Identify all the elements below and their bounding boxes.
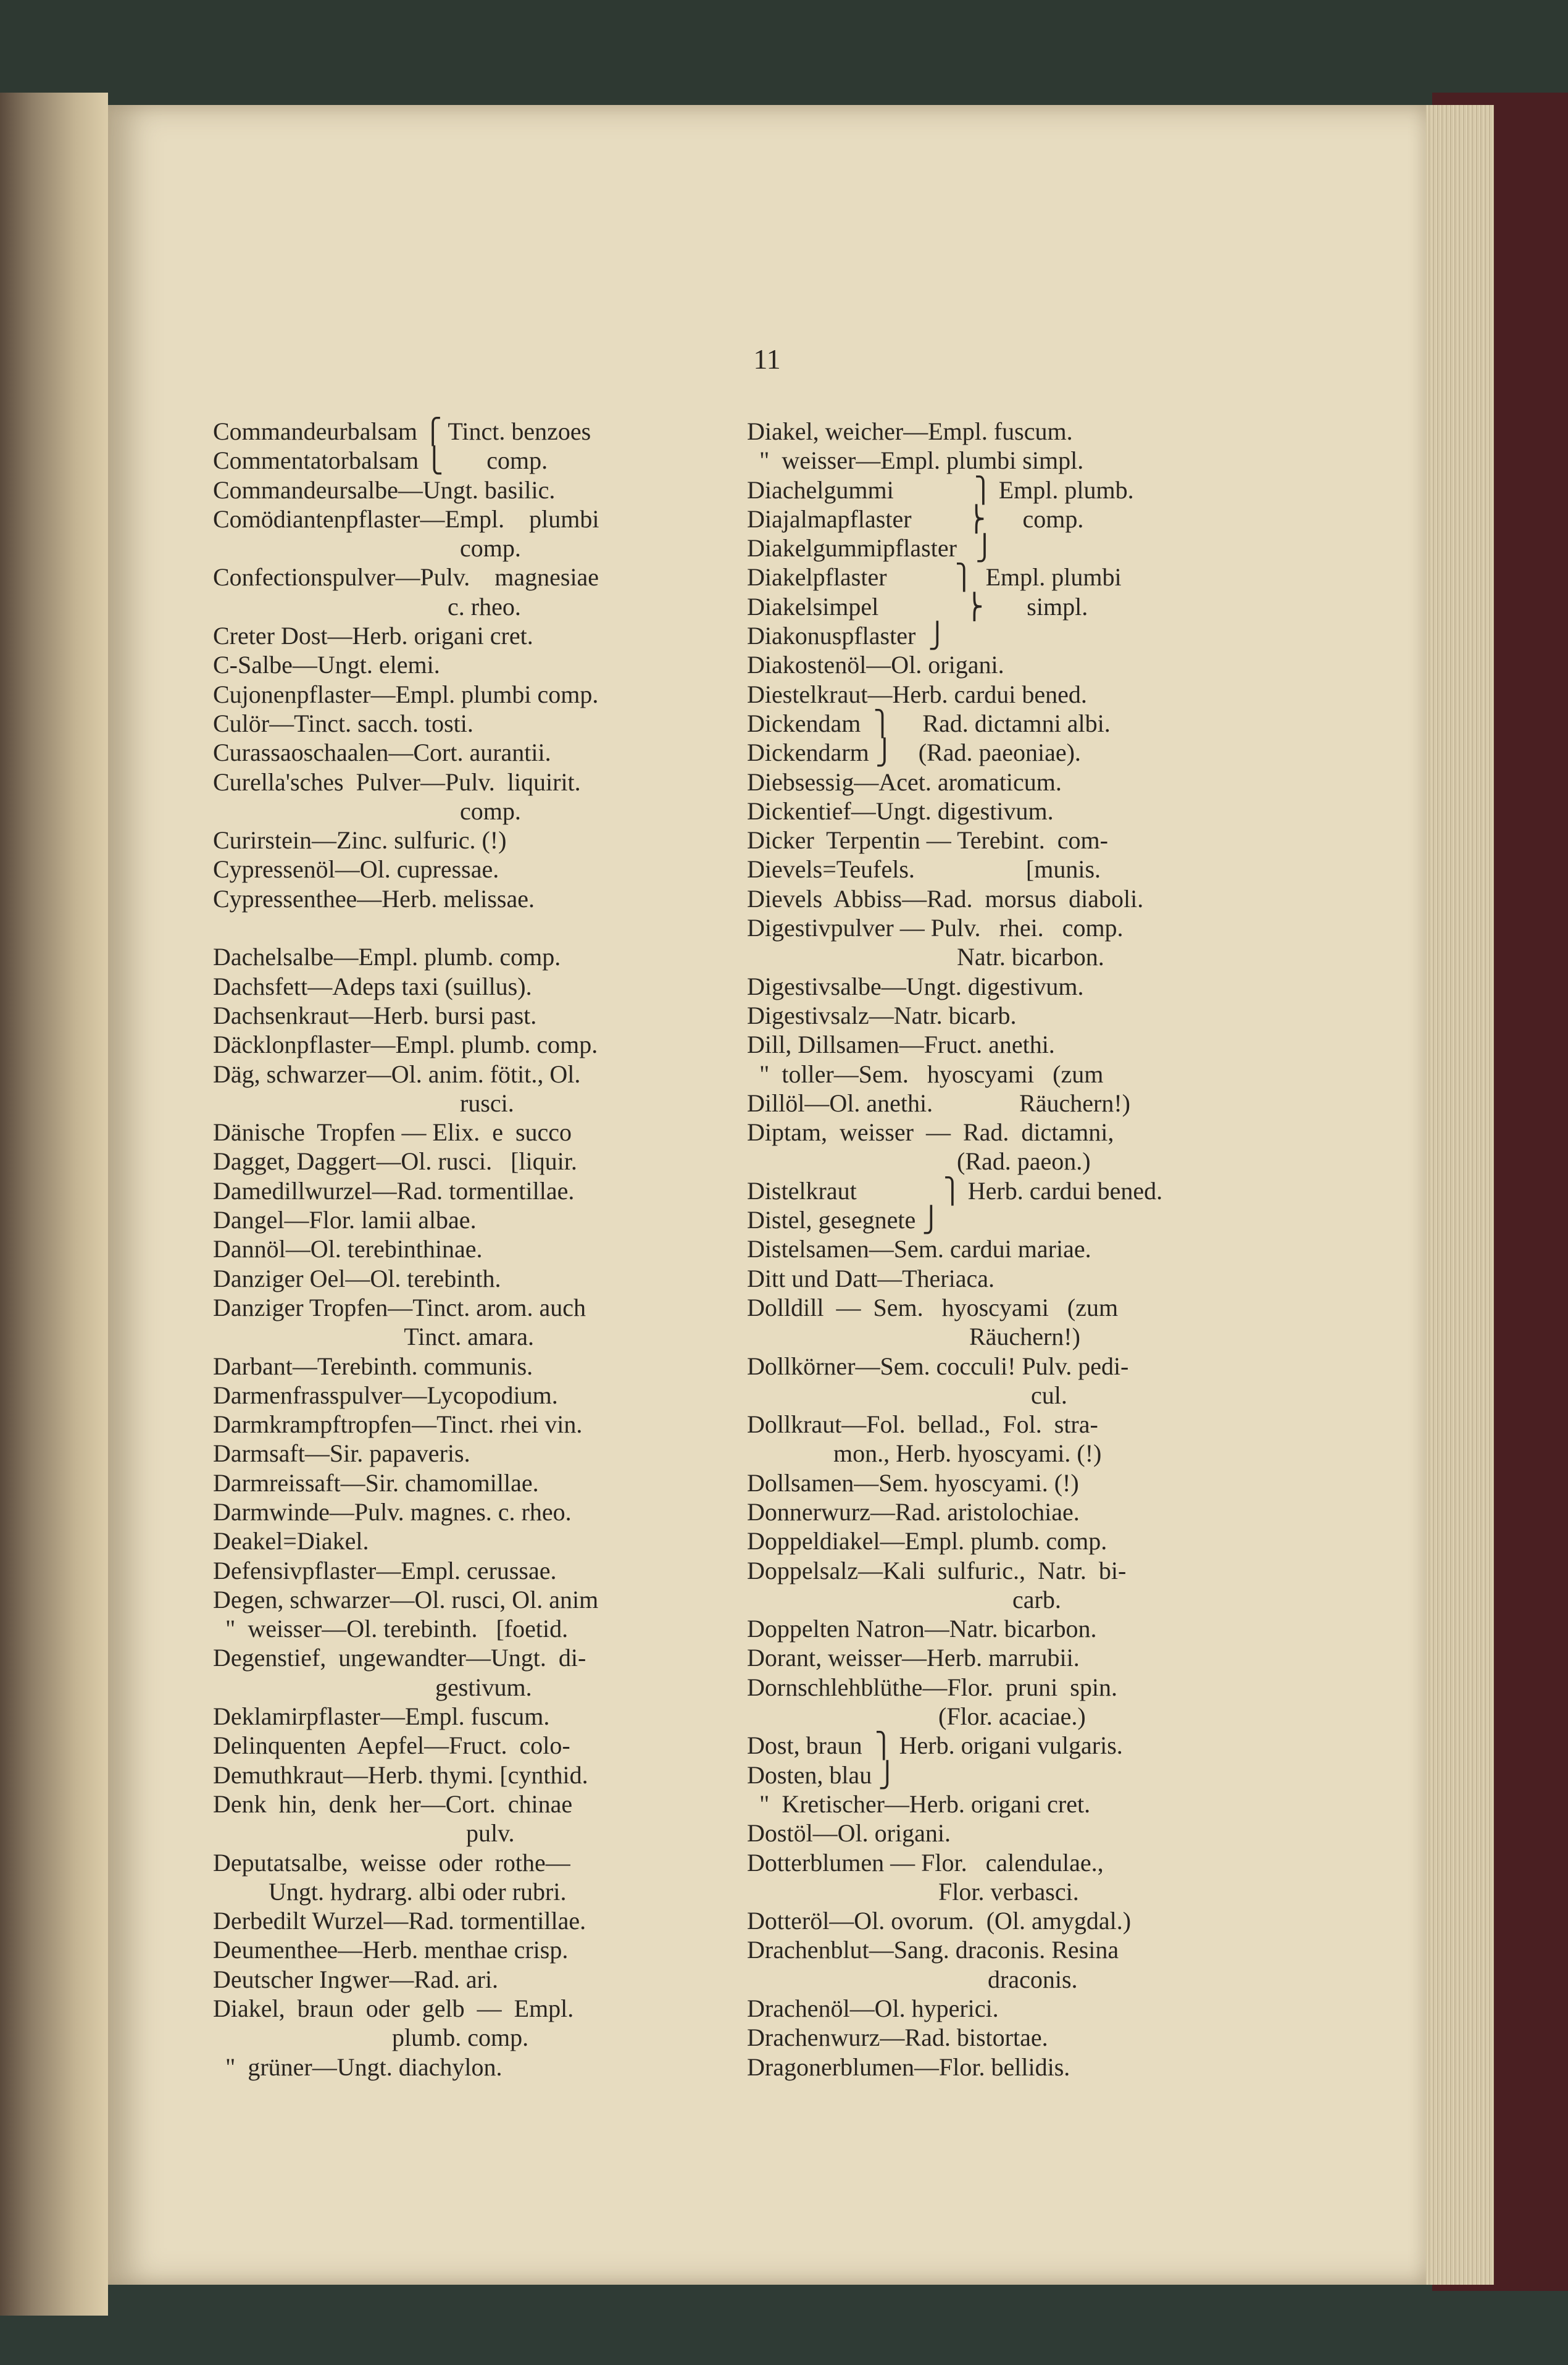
dictionary-entry-line: Comödiantenpflaster—Empl. plumbi xyxy=(213,504,599,533)
dictionary-entry-line: Dickentief—Ungt. digestivum. xyxy=(747,797,1054,825)
dictionary-entry-line: Culör—Tinct. sacch. tosti. xyxy=(213,709,473,737)
dictionary-entry-line: Däg, schwarzer—Ol. anim. fötit., Ol. xyxy=(213,1060,581,1088)
dictionary-entry-line: Dievels Abbiss—Rad. morsus diaboli. xyxy=(747,884,1144,913)
dictionary-entry-line: (Rad. paeon.) xyxy=(747,1147,1091,1176)
dictionary-entry-line: Confectionspulver—Pulv. magnesiae xyxy=(213,563,599,592)
dictionary-entry-line: " grüner—Ungt. diachylon. xyxy=(213,2053,503,2081)
dictionary-entry-line: Commandeursalbe—Ungt. basilic. xyxy=(213,475,556,504)
dictionary-entry-line: Drachenwurz—Rad. bistortae. xyxy=(747,2024,1048,2052)
dictionary-entry-line: Doppeldiakel—Empl. plumb. comp. xyxy=(747,1527,1107,1555)
dictionary-entry-line: mon., Herb. hyoscyami. (!) xyxy=(747,1439,1102,1468)
dictionary-entry-line: pulv. xyxy=(213,1819,515,1848)
dictionary-entry-line: Diajalmapflaster ⎬ comp. xyxy=(747,504,1084,533)
dictionary-entry-line: c. rheo. xyxy=(213,592,521,621)
dictionary-entry-line: Dänische Tropfen — Elix. e succo xyxy=(213,1118,572,1147)
dictionary-entry-line: Deakel=Diakel. xyxy=(213,1527,369,1555)
dictionary-entry-line: Doppelsalz—Kali sulfuric., Natr. bi- xyxy=(747,1556,1127,1584)
dictionary-entry-line: Defensivpflaster—Empl. cerussae. xyxy=(213,1556,557,1584)
page-number: 11 xyxy=(753,343,781,375)
dictionary-entry-line: Diachelgummi ⎫ Empl. plumb. xyxy=(747,475,1134,504)
dictionary-entry-line: rusci. xyxy=(213,1089,514,1117)
dictionary-entry-line: cul. xyxy=(747,1381,1067,1409)
dictionary-entry-line: C-Salbe—Ungt. elemi. xyxy=(213,651,440,679)
dictionary-entry-line: Donnerwurz—Rad. aristolochiae. xyxy=(747,1497,1080,1526)
dictionary-entry-line: Curella'sches Pulver—Pulv. liquirit. xyxy=(213,768,581,796)
dictionary-entry-line: Darmwinde—Pulv. magnes. c. rheo. xyxy=(213,1497,572,1526)
book-cover-top xyxy=(0,0,1568,108)
dictionary-entry-line: Commandeurbalsam ⎧ Tinct. benzoes xyxy=(213,417,591,445)
dictionary-entry-line: Curassaoschaalen—Cort. aurantii. xyxy=(213,739,551,767)
facing-page-edge xyxy=(0,93,108,2316)
dictionary-entry-line: Darmsaft—Sir. papaveris. xyxy=(213,1439,470,1468)
dictionary-entry-line: Drachenblut—Sang. draconis. Resina xyxy=(747,1936,1119,1964)
dictionary-entry-line: Digestivsalz—Natr. bicarb. xyxy=(747,1001,1017,1029)
left-column xyxy=(213,417,707,2082)
dictionary-entry-line: Dill, Dillsamen—Fruct. anethi. xyxy=(747,1031,1055,1059)
dictionary-entry-line: Dievels=Teufels. [munis. xyxy=(747,855,1101,884)
dictionary-entry-line: carb. xyxy=(747,1585,1061,1614)
dictionary-entry-line: Cypressenthee—Herb. melissae. xyxy=(213,884,535,913)
dictionary-entry-line: Darmreissaft—Sir. chamomillae. xyxy=(213,1468,539,1497)
dictionary-entry-line: Delinquenten Aepfel—Fruct. colo- xyxy=(213,1731,570,1760)
dictionary-entry-line: Dotteröl—Ol. ovorum. (Ol. amygdal.) xyxy=(747,1907,1132,1935)
dictionary-entry-line: Darbant—Terebinth. communis. xyxy=(213,1352,533,1380)
dictionary-entry-line: Deklamirpflaster—Empl. fuscum. xyxy=(213,1702,550,1731)
dictionary-entry-line: plumb. comp. xyxy=(213,2024,529,2052)
dictionary-entry-line: Doppelten Natron—Natr. bicarbon. xyxy=(747,1615,1097,1643)
dictionary-entry-line: Diptam, weisser — Rad. dictamni, xyxy=(747,1118,1114,1147)
dictionary-entry-line: Distel, gesegnete ⎭ xyxy=(747,1206,941,1234)
dictionary-entry-line: Dachelsalbe—Empl. plumb. comp. xyxy=(213,943,561,971)
dictionary-entry-line: comp. xyxy=(213,797,521,825)
dictionary-entry-line: Diakostenöl—Ol. origani. xyxy=(747,651,1004,679)
dictionary-entry-line: Degenstief, ungewandter—Ungt. di- xyxy=(213,1644,586,1672)
dictionary-entry-line: Dragonerblumen—Flor. bellidis. xyxy=(747,2053,1070,2081)
dictionary-entry-line: Diestelkraut—Herb. cardui bened. xyxy=(747,680,1087,708)
dictionary-entry-line: Dolldill — Sem. hyoscyami (zum xyxy=(747,1293,1119,1321)
dictionary-entry-line: Dachsfett—Adeps taxi (suillus). xyxy=(213,972,532,1000)
dictionary-entry-line: Dollkörner—Sem. cocculi! Pulv. pedi- xyxy=(747,1352,1129,1380)
dictionary-entry-line: Dillöl—Ol. anethi. Räuchern!) xyxy=(747,1089,1130,1117)
dictionary-entry-line: Dosten, blau ⎭ xyxy=(747,1760,897,1789)
dictionary-entry-line: Dicker Terpentin — Terebint. com- xyxy=(747,826,1108,855)
dictionary-entry-line: Dickendarm ⎭ (Rad. paeoniae). xyxy=(747,739,1081,767)
dictionary-entry-line: Digestivpulver — Pulv. rhei. comp. xyxy=(747,914,1124,942)
dictionary-entry-line: Dollsamen—Sem. hyoscyami. (!) xyxy=(747,1468,1079,1497)
dictionary-entry-line: Danziger Tropfen—Tinct. arom. auch xyxy=(213,1293,586,1321)
dictionary-entry-line: gestivum. xyxy=(213,1673,532,1701)
dictionary-entry-line: comp. xyxy=(213,534,521,563)
dictionary-entry-line: Dost, braun ⎫ Herb. origani vulgaris. xyxy=(747,1731,1123,1760)
dictionary-entry-line: " Kretischer—Herb. origani cret. xyxy=(747,1789,1091,1818)
book-page xyxy=(108,105,1426,2285)
dictionary-entry-line: Ungt. hydrarg. albi oder rubri. xyxy=(213,1877,567,1906)
dictionary-entry-line: Dangel—Flor. lamii albae. xyxy=(213,1206,477,1234)
dictionary-entry-line: Derbedilt Wurzel—Rad. tormentillae. xyxy=(213,1907,586,1935)
dictionary-entry-line: Denk hin, denk her—Cort. chinae xyxy=(213,1789,573,1818)
dictionary-entry-line: Diakelpflaster ⎫ Empl. plumbi xyxy=(747,563,1122,592)
dictionary-entry-line: Deutscher Ingwer—Rad. ari. xyxy=(213,1965,499,1993)
dictionary-entry-line: Dickendam ⎫ Rad. dictamni albi. xyxy=(747,709,1111,737)
dictionary-entry-line: " weisser—Empl. plumbi simpl. xyxy=(747,446,1084,475)
dictionary-entry-line: Digestivsalbe—Ungt. digestivum. xyxy=(747,972,1084,1000)
dictionary-entry-line: Dachsenkraut—Herb. bursi past. xyxy=(213,1001,537,1029)
dictionary-entry-line: Distelsamen—Sem. cardui mariae. xyxy=(747,1235,1091,1263)
page-stack-edges xyxy=(1426,105,1494,2285)
dictionary-entry-line: Cujonenpflaster—Empl. plumbi comp. xyxy=(213,680,599,708)
dictionary-entry-line: Diakelsimpel ⎬ simpl. xyxy=(747,592,1088,621)
dictionary-entry-line: Demuthkraut—Herb. thymi. [cynthid. xyxy=(213,1760,588,1789)
dictionary-entry-line: Commentatorbalsam ⎩ comp. xyxy=(213,446,548,475)
dictionary-entry-line: Creter Dost—Herb. origani cret. xyxy=(213,622,533,650)
dictionary-entry-line: Dagget, Daggert—Ol. rusci. [liquir. xyxy=(213,1147,577,1176)
dictionary-entry-line: Ditt und Datt—Theriaca. xyxy=(747,1264,995,1292)
dictionary-entry-line xyxy=(213,913,707,942)
dictionary-entry-line: Deputatsalbe, weisse oder rothe— xyxy=(213,1848,570,1877)
dictionary-entry-line: Degen, schwarzer—Ol. rusci, Ol. anim xyxy=(213,1585,599,1614)
dictionary-entry-line: Diakonuspflaster ⎭ xyxy=(747,622,947,650)
dictionary-entry-line: Dornschlehblüthe—Flor. pruni spin. xyxy=(747,1673,1117,1701)
dictionary-entry-line: Dollkraut—Fol. bellad., Fol. stra- xyxy=(747,1410,1098,1439)
dictionary-entry-line: Diakelgummipflaster ⎭ xyxy=(747,534,994,563)
dictionary-entry-line: Distelkraut ⎫ Herb. cardui bened. xyxy=(747,1176,1163,1205)
dictionary-entry-line: Dotterblumen — Flor. calendulae., xyxy=(747,1848,1104,1877)
dictionary-entry-line: Däcklonpflaster—Empl. plumb. comp. xyxy=(213,1031,598,1059)
dictionary-entry-line: Dannöl—Ol. terebinthinae. xyxy=(213,1235,483,1263)
dictionary-entry-line: (Flor. acaciae.) xyxy=(747,1702,1086,1731)
dictionary-entry-line: " toller—Sem. hyoscyami (zum xyxy=(747,1060,1104,1088)
dictionary-entry-line: Danziger Oel—Ol. terebinth. xyxy=(213,1264,501,1292)
dictionary-entry-line: Deumenthee—Herb. menthae crisp. xyxy=(213,1936,569,1964)
dictionary-entry-line: Darmkrampftropfen—Tinct. rhei vin. xyxy=(213,1410,583,1439)
dictionary-entry-line: Cypressenöl—Ol. cupressae. xyxy=(213,855,499,884)
dictionary-entry-line: Curirstein—Zinc. sulfuric. (!) xyxy=(213,826,507,855)
dictionary-entry-line: Natr. bicarbon. xyxy=(747,943,1104,971)
right-column xyxy=(747,417,1241,2082)
dictionary-entry-line: Tinct. amara. xyxy=(213,1323,534,1351)
dictionary-entry-line: Damedillwurzel—Rad. tormentillae. xyxy=(213,1176,575,1205)
dictionary-entry-line: Diakel, weicher—Empl. fuscum. xyxy=(747,417,1073,445)
dictionary-entry-line: Dostöl—Ol. origani. xyxy=(747,1819,951,1848)
dictionary-entry-line: Drachenöl—Ol. hyperici. xyxy=(747,1995,999,2023)
dictionary-entry-line: Dorant, weisser—Herb. marrubii. xyxy=(747,1644,1080,1672)
dictionary-entry-line: Diebsessig—Acet. aromaticum. xyxy=(747,768,1062,796)
dictionary-entry-line: draconis. xyxy=(747,1965,1078,1993)
dictionary-entry-line: Flor. verbasci. xyxy=(747,1877,1079,1906)
dictionary-entry-line: Darmenfrasspulver—Lycopodium. xyxy=(213,1381,558,1409)
dictionary-entry-line: Diakel, braun oder gelb — Empl. xyxy=(213,1995,574,2023)
dictionary-entry-line: Räuchern!) xyxy=(747,1323,1080,1351)
dictionary-entry-line: " weisser—Ol. terebinth. [foetid. xyxy=(213,1615,569,1643)
